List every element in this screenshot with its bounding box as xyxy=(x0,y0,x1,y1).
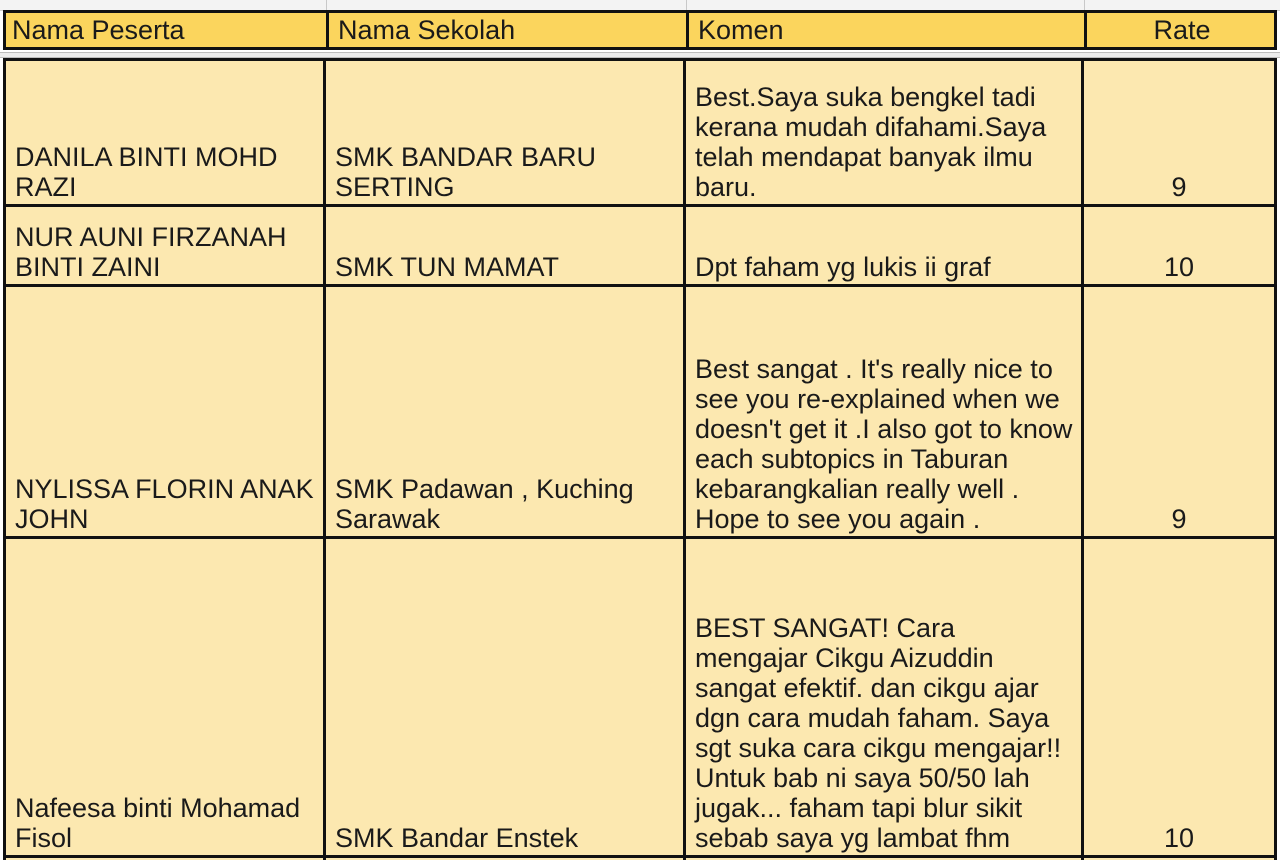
column-divider[interactable] xyxy=(686,0,687,10)
cell-text: SMK BANDAR BARU SERTING xyxy=(335,142,597,202)
cell-rate[interactable] xyxy=(1084,61,1274,204)
column-divider[interactable] xyxy=(326,0,327,10)
header-divider xyxy=(326,13,329,47)
cell-text: BEST SANGAT! Cara mengajar Cikgu Aizuddin sangat efektif. dan cikgu ajar dgn cara mudah faham. Saya sgt suka cara cikgu mengajar!! Untuk bab ni saya 50/50 lah jugak... faham tapi blur sikit sebab saya yg lambat fhm xyxy=(695,613,1062,853)
cell-nama-sekolah[interactable] xyxy=(326,61,683,204)
cell-komen[interactable] xyxy=(686,207,1081,284)
column-divider[interactable] xyxy=(1084,0,1085,10)
header-nama-peserta[interactable]: Nama Peserta xyxy=(12,15,185,45)
header-divider xyxy=(686,13,689,47)
cell-rate[interactable] xyxy=(1084,539,1274,855)
cell-text: Best sangat . It's really nice to see you re-explained when we doesn't get it .I also got to know each subtopics in Taburan kebarangkalian really well . Hope to see you again . xyxy=(695,354,1073,534)
cell-nama-peserta[interactable] xyxy=(6,61,323,204)
header-nama-sekolah[interactable]: Nama Sekolah xyxy=(338,15,516,45)
cell-rate[interactable] xyxy=(1084,287,1274,536)
header-divider xyxy=(1084,13,1087,47)
cell-text: 9 xyxy=(1171,172,1187,202)
cell-text: SMK Padawan , Kuching Sarawak xyxy=(335,474,634,534)
cell-komen[interactable] xyxy=(686,287,1081,536)
cell-nama-sekolah[interactable] xyxy=(326,287,683,536)
cell-nama-sekolah[interactable] xyxy=(326,207,683,284)
cell-text: NUR AUNI FIRZANAH BINTI ZAINI xyxy=(15,222,287,282)
cell-komen[interactable] xyxy=(686,61,1081,204)
cell-komen[interactable] xyxy=(686,539,1081,855)
cell-nama-sekolah[interactable] xyxy=(326,539,683,855)
cell-text: DANILA BINTI MOHD RAZI xyxy=(15,142,278,202)
cell-rate[interactable] xyxy=(1084,207,1274,284)
cell-text: NYLISSA FLORIN ANAK JOHN xyxy=(15,474,314,534)
cell-text: SMK Bandar Enstek xyxy=(335,823,579,853)
table-header-row xyxy=(3,10,1277,50)
header-rate[interactable]: Rate xyxy=(1153,15,1211,45)
cell-nama-peserta[interactable] xyxy=(6,539,323,855)
cell-nama-peserta[interactable] xyxy=(6,207,323,284)
cell-text: 9 xyxy=(1171,504,1187,534)
cell-nama-peserta[interactable] xyxy=(6,287,323,536)
row-separator xyxy=(3,855,1277,858)
header-komen[interactable]: Komen xyxy=(698,15,784,45)
cell-text: Dpt faham yg lukis ii graf xyxy=(695,252,991,282)
table-border-right xyxy=(1274,58,1277,860)
cell-text: Best.Saya suka bengkel tadi kerana mudah difahami.Saya telah mendapat banyak ilmu baru. xyxy=(695,82,1047,202)
cell-text: Nafeesa binti Mohamad Fisol xyxy=(15,793,301,853)
cell-text: 10 xyxy=(1163,823,1195,853)
cell-text: SMK TUN MAMAT xyxy=(335,252,560,282)
cell-text: 10 xyxy=(1163,252,1195,282)
